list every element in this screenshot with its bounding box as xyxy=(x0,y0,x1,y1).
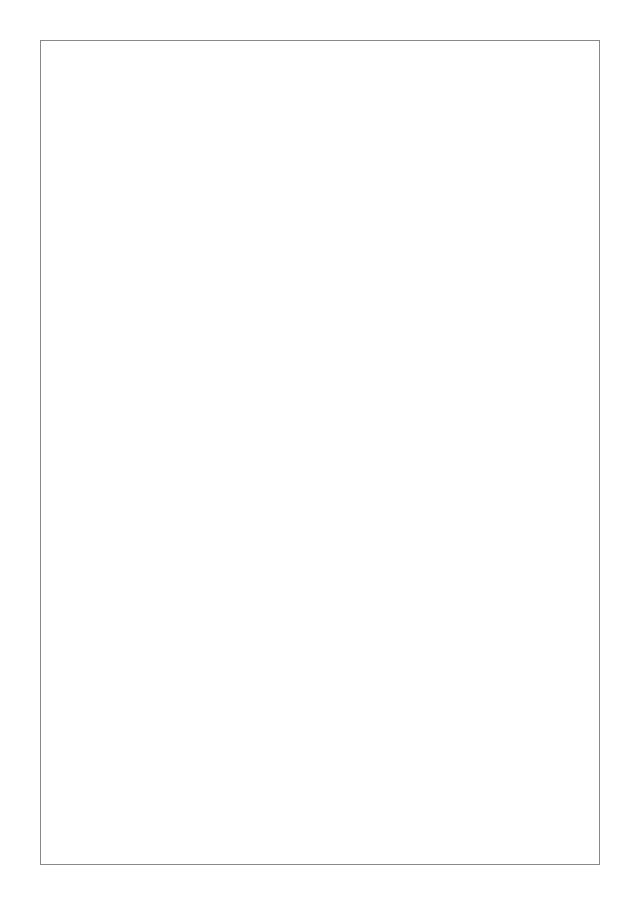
page-title xyxy=(41,41,599,61)
page-frame xyxy=(40,40,600,865)
